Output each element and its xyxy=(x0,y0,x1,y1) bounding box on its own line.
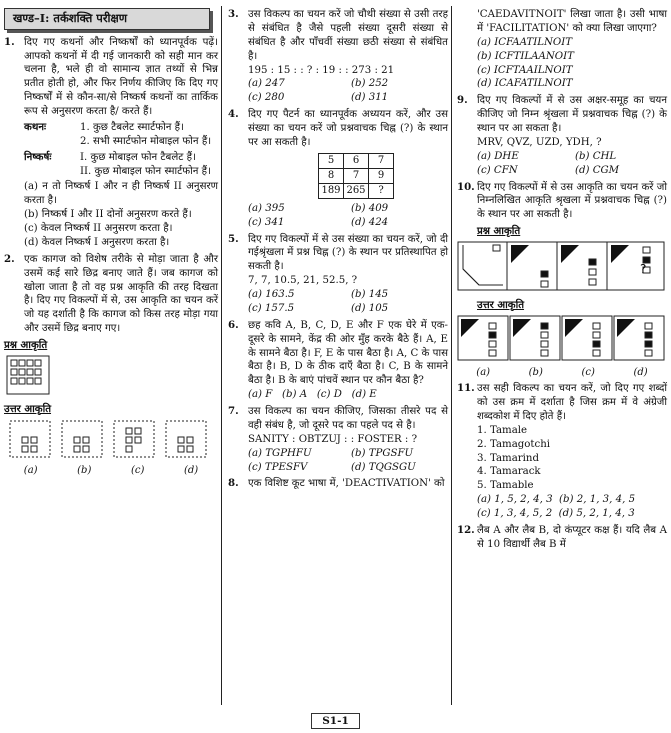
column-1 xyxy=(4,8,218,477)
option: (c) 1, 3, 4, 5, 2 (d) 5, 2, 1, 4, 3 xyxy=(477,508,635,520)
question-9 xyxy=(457,94,667,177)
question-text: 'CAEDAVITNOIT' लिखा जाता है। उसी भाषा में 'FACILITATION' को क्या लिखा जाएगा? xyxy=(477,9,667,34)
option: (a) 163.5 xyxy=(248,289,295,300)
series-answer-figures xyxy=(457,315,665,361)
answer-figures xyxy=(4,419,209,459)
section-title: खण्ड–I: तर्कशक्ति परीक्षण xyxy=(4,8,210,30)
question-text: एक कागज को विशेष तरीके से मोड़ा जाता है और उसमें कई सारे छिद्र बनाए जाते हैं। जब कागज को खोला जाता है तो वह प्रश्न आकृति की तरह दिखता है। दिए गए विकल्पों में से, उस आकृति का चयन करें जो यह दर्शाती है कि कागज को किस तरह मोड़ा गया और उसमें छिद्र बनाए गए। xyxy=(24,253,218,335)
option: (c) केवल निष्कर्ष II अनुसरण करता है। xyxy=(24,223,173,234)
page-footer xyxy=(0,714,671,729)
options: (a) F (b) A (c) D (d) E xyxy=(248,389,377,401)
options xyxy=(248,202,448,230)
option-label: (c) xyxy=(130,464,145,476)
option: (b) 252 xyxy=(351,78,389,90)
question-number: 2. xyxy=(4,252,15,265)
grid-cell: 9 xyxy=(369,168,394,183)
option: (a) ICFAATILNOIT xyxy=(477,36,573,48)
question-text: दिए गए विकल्पों में से उस अक्षर-समूह का चयन कीजिए जो निम्न श्रृंखला में प्रश्नवाचक चिह्न (?) के स्थान पर आ सकता है। xyxy=(477,95,667,134)
number-series: 195 : 15 : : ? : 19 : : 273 : 21 xyxy=(248,64,395,76)
question-7 xyxy=(228,405,448,474)
question-number: 8. xyxy=(228,477,239,490)
question-2 xyxy=(4,253,218,336)
question-mark: ? xyxy=(640,262,647,276)
option: (c) 341 xyxy=(248,216,285,228)
column-divider xyxy=(221,6,222,705)
page-number: S1-1 xyxy=(311,713,360,729)
option: (c) 157.5 xyxy=(248,302,295,314)
question-text: दिए गए कथनों और निष्कर्षों को ध्यानपूर्वक पढ़ें। आपको कथनों में दी गई जानकारी को सही मान कर चलना है, भले ही वो सामान्य ज्ञात तथ्यों से भिन्न प्रतीत होती हो, और फिर निर्णय कीजिए कि दिए गए निष्कर्षों में से कौन-सा/से निष्कर्ष कथनों का तार्किक रूप से अनुसरण करता है/ करते हैं। xyxy=(24,36,218,117)
question-number: 3. xyxy=(228,8,239,20)
letter-analogy: SANITY : OBTZUJ : : FOSTER : ? xyxy=(248,433,418,445)
options xyxy=(248,77,448,105)
question-8 xyxy=(228,477,448,491)
grid-cell: 7 xyxy=(344,168,369,183)
option: (d) 311 xyxy=(351,92,389,104)
question-figure-label: प्रश्न आकृति xyxy=(477,225,521,238)
option: (a) 247 xyxy=(248,78,285,90)
question-number: 4. xyxy=(228,108,239,121)
answer-option-labels xyxy=(4,464,218,478)
question-number: 6. xyxy=(228,318,239,331)
option-label: (b) xyxy=(77,464,92,476)
statements-label: कथनः xyxy=(24,120,47,133)
word: 5. Tamable xyxy=(477,480,534,492)
word-list xyxy=(477,424,667,493)
number-series: 7, 7, 10.5, 21, 52.5, ? xyxy=(248,275,358,287)
question-4 xyxy=(228,108,448,229)
number-grid xyxy=(318,153,394,199)
question-8-continued xyxy=(457,8,667,91)
question-number: 1. xyxy=(4,35,15,48)
column-3 xyxy=(457,8,667,555)
option: (b) निष्कर्ष I और II दोनों अनुसरण करते हैं। xyxy=(24,209,192,221)
grid-cell: 265 xyxy=(344,183,369,198)
word: 3. Tamarind xyxy=(477,452,539,464)
grid-cell: 6 xyxy=(344,153,369,168)
word: 4. Tamarack xyxy=(477,466,541,478)
options xyxy=(248,447,448,475)
option: (a) DHE xyxy=(477,150,519,162)
conclusions xyxy=(24,151,218,179)
question-text: छह कवि A, B, C, D, E और F एक घेरे में एक-दूसरे के सामने, केंद्र की ओर मुँह करके बैठे हैं। A, E के सामने बैठा है। F, E के पास बैठा है। A, C के पास बैठा है। B, D के ठीक दाएँ बैठा है। C, B के सामने बैठा है। B के बाएं पांचवें स्थान पर कौन बैठा है? xyxy=(248,319,448,387)
question-text: दिए गए पैटर्न का ध्यानपूर्वक अध्ययन करें, और उस संख्या का चयन करें जो प्रश्नवाचक चिह्न (?) के स्थान पर आ सकती है। xyxy=(248,109,448,148)
word: 2. Tamagotchi xyxy=(477,438,551,450)
question-text: दिए गए विकल्पों में से उस संख्या का चयन करें, जो दी गईश्रृंखला में प्रश्न चिह्न (?) के स्थान पर प्रतिस्थापित हो सकती है। xyxy=(248,233,448,273)
option: (a) TGPHFU xyxy=(248,447,312,459)
option: (d) CGM xyxy=(575,164,620,176)
punched-paper-figure xyxy=(6,355,50,395)
question-3 xyxy=(228,8,448,105)
option: (a) 1, 5, 2, 4, 3 (b) 2, 1, 3, 4, 5 xyxy=(477,494,636,506)
question-12 xyxy=(457,524,667,552)
option-label: (b) xyxy=(528,366,543,378)
word: 1. Tamale xyxy=(477,424,528,436)
conclusion: I. कुछ मोबाइल फोन टैबलेट हैं। xyxy=(80,151,196,163)
options xyxy=(248,288,448,316)
question-text: उस विकल्प का चयन कीजिए, जिसका तीसरे पद से वही संबंध है, जो दूसरे पद का पहले पद से है। xyxy=(248,406,448,431)
option: (d) ICAFATILNOIT xyxy=(477,78,573,90)
answer-option-labels xyxy=(457,366,667,380)
question-5 xyxy=(228,233,448,316)
question-number: 10. xyxy=(457,180,475,193)
option: (b) 409 xyxy=(351,202,389,214)
option: (d) 105 xyxy=(351,302,389,314)
option: (d) केवल निष्कर्ष I अनुसरण करता है। xyxy=(24,236,170,248)
grid-cell: 7 xyxy=(369,153,394,168)
answer-figure-label: उत्तर आकृति xyxy=(477,298,525,311)
question-text: उस सही विकल्प का चयन करें, जो दिए गए शब्दों को उस क्रम में दर्शाता है जिस क्रम में वे अंग्रेजी शब्दकोश में दिए होते हैं। xyxy=(477,383,667,422)
column-2 xyxy=(228,8,448,494)
statement: 2. सभी स्मार्टफोन मोबाइल फोन हैं। xyxy=(80,135,212,147)
question-number: 9. xyxy=(457,94,468,107)
option-label: (a) xyxy=(23,464,38,476)
option: (b) CHL xyxy=(575,150,617,162)
option: (b) TPGSFU xyxy=(351,447,414,459)
letter-series: MRV, QVZ, UZD, YDH, ? xyxy=(477,136,602,148)
statement: 1. कुछ टैबलेट स्मार्टफोन हैं। xyxy=(80,121,184,133)
option: (c) ICFTAAILNOIT xyxy=(477,64,573,76)
option: (b) 145 xyxy=(351,289,389,300)
question-text: एक विशिष्ट कूट भाषा में, 'DEACTIVATION' को xyxy=(248,478,445,490)
question-text: उस विकल्प का चयन करें जो चौथी संख्या से उसी तरह से संबंधित है जैसे पहली संख्या दूसरी संख्या से संबंधित है और पाँचवीं संख्या छठी संख्या से संबंधित है। xyxy=(248,9,448,62)
question-number: 7. xyxy=(228,405,239,417)
question-text: दिए गए विकल्पों में से उस आकृति का चयन करें जो निम्नलिखित आकृति श्रृखला में प्रश्नवाचक चिह्न (?) के स्थान पर आ सकती है। xyxy=(477,181,667,221)
conclusion: II. कुछ मोबाइल फोन स्मार्टफोन हैं। xyxy=(80,165,211,177)
option-label: (a) xyxy=(476,366,491,378)
grid-cell: 5 xyxy=(319,153,344,168)
option: (b) ICFTILAANOIT xyxy=(477,50,574,62)
option: (a) न तो निष्कर्ष I और न ही निष्कर्ष II अनुसरण करता है। xyxy=(24,181,218,207)
option: (d) TQGSGU xyxy=(351,461,416,473)
option-label: (d) xyxy=(183,464,199,476)
question-text: लैब A और लैब B, दो कंप्यूटर कक्ष हैं। यदि लैब A से 10 विद्यार्थी लैब B में xyxy=(477,524,667,550)
option: (d) 424 xyxy=(351,216,389,228)
question-11 xyxy=(457,382,667,521)
options xyxy=(477,150,667,178)
option-label: (c) xyxy=(581,366,595,378)
option: (c) TPESFV xyxy=(248,461,308,473)
question-6 xyxy=(228,319,448,402)
grid-cell: 189 xyxy=(319,183,344,198)
grid-cell: ? xyxy=(369,183,394,198)
option: (a) 395 xyxy=(248,202,285,214)
option-label: (d) xyxy=(633,366,648,378)
answer-figure-label: उत्तर आकृति xyxy=(4,402,52,415)
question-number: 12. xyxy=(457,523,475,536)
column-divider xyxy=(451,6,452,705)
question-1 xyxy=(4,36,218,250)
question-10 xyxy=(457,181,667,223)
grid-cell: 8 xyxy=(319,168,344,183)
conclusions-label: निष्कर्षः xyxy=(24,150,52,163)
question-number: 5. xyxy=(228,232,239,245)
statements xyxy=(24,121,218,149)
option: (c) CFN xyxy=(477,164,518,176)
series-question-figures xyxy=(457,241,665,291)
question-number: 11. xyxy=(457,382,475,395)
question-figure-label: प्रश्न आकृति xyxy=(4,339,48,351)
option: (c) 280 xyxy=(248,92,285,104)
